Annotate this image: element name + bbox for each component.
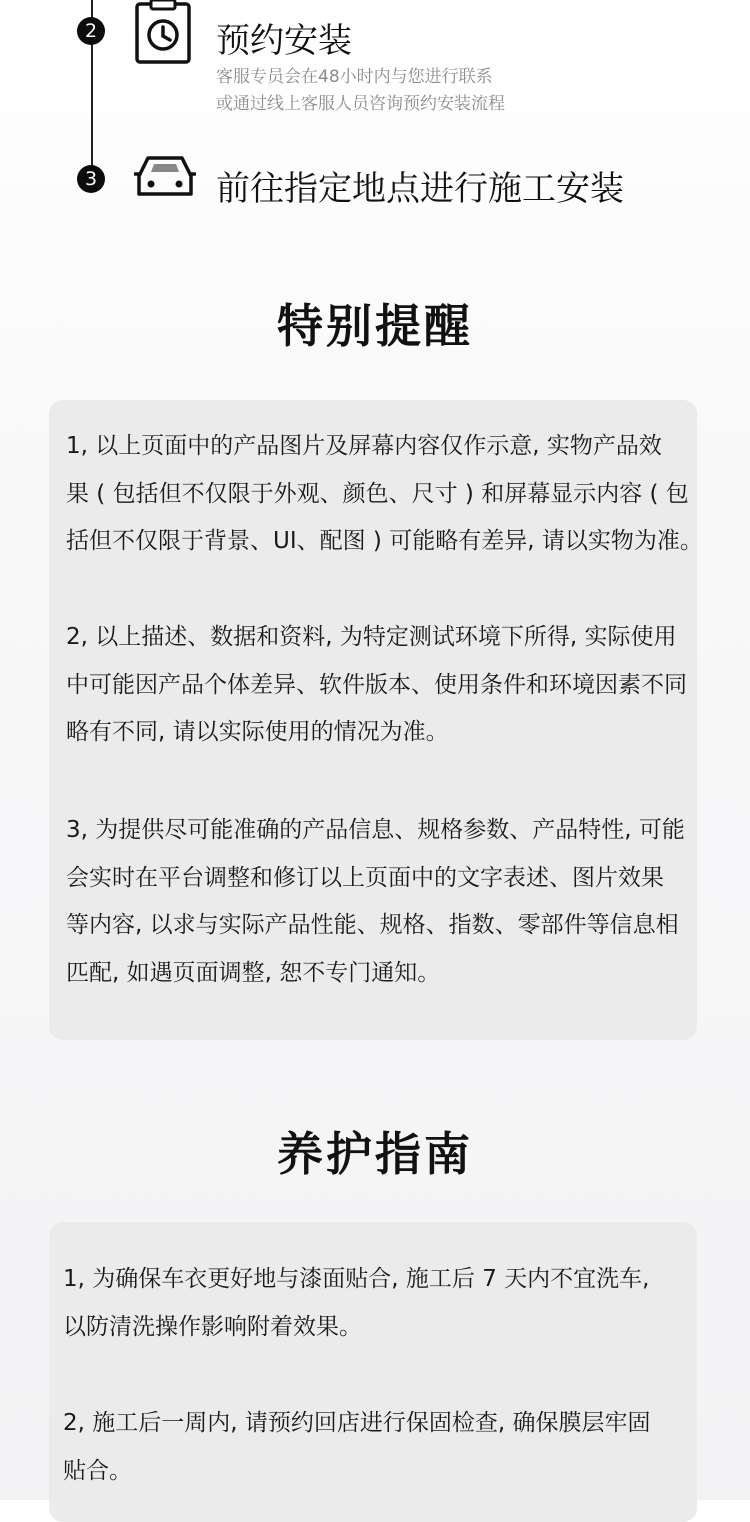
notice-paragraph: 2, 以上描述、数据和资料, 为特定测试环境下所得, 实际使用 中可能因产品个体差异、软件版本、使用条件和环境因素不同 略有不同, 请以实际使用的情况为准。 [66,624,687,745]
notice-card [49,400,703,1040]
car-icon [134,152,196,204]
clock-clipboard-icon [134,0,192,70]
step-title: 前往指定地点进行施工安装 [216,169,624,209]
care-title: 养护指南 [277,1127,473,1181]
step-number-badge: 3 [77,165,105,193]
step-number-badge: 2 [77,17,105,45]
care-card [49,1222,697,1522]
notice-paragraph: 1, 以上页面中的产品图片及屏幕内容仅作示意, 实物产品效 果 ( 包括但不仅限于外观、颜色、尺寸 ) 和屏幕显示内容 ( 包 括但不仅限于背景、UI、配图 ) 可能略有差异, 请以实物为准。 [66,433,703,554]
step-title: 预约安装 [216,21,352,61]
notice-paragraph: 3, 为提供尽可能准确的产品信息、规格参数、产品特性, 可能 会实时在平台调整和修订以上页面中的文字表述、图片效果 等内容, 以求与实际产品性能、规格、指数、零部件等信息相 匹配, 如遇页面调整, 恕不专门通知。 [66,817,685,986]
care-paragraph: 2, 施工后一周内, 请预约回店进行保固检查, 确保膜层牢固 贴合。 [63,1410,651,1484]
notice-title: 特别提醒 [277,299,473,353]
step-description: 客服专员会在48小时内与您进行联系 或通过线上客服人员咨询预约安装流程 [216,67,505,114]
care-paragraph: 1, 为确保车衣更好地与漆面贴合, 施工后 7 天内不宜洗车, 以防清洗操作影响附着效果。 [63,1266,650,1340]
